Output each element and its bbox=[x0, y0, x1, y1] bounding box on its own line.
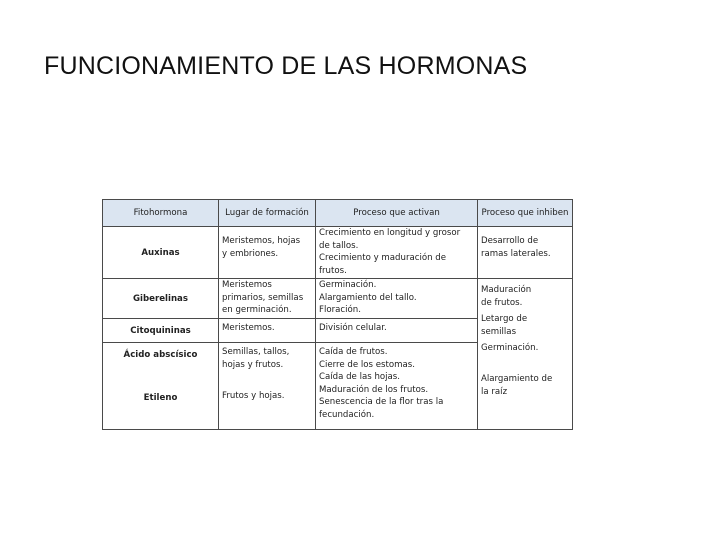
header-activan: Proceso que activan bbox=[316, 200, 478, 227]
table-row bbox=[103, 227, 573, 279]
hormone-table bbox=[102, 199, 573, 430]
cell-line: Maduración bbox=[481, 285, 532, 295]
cell-line: de tallos. bbox=[319, 240, 359, 251]
cell-line: Semillas, tallos, bbox=[222, 347, 290, 357]
table-row bbox=[103, 279, 573, 319]
cell-line: de frutos. bbox=[481, 297, 523, 308]
cell-line: Desarrollo de bbox=[481, 236, 539, 246]
cell-line: Caída de las hojas. bbox=[319, 372, 401, 383]
cell-line: Alargamiento de bbox=[481, 373, 553, 384]
cell-line: Meristemos. bbox=[222, 323, 275, 333]
inhibits-citoquininas bbox=[481, 313, 569, 338]
activates-cell bbox=[316, 227, 478, 279]
cell-line: la raíz bbox=[481, 386, 508, 397]
cell-line: Frutos y hojas. bbox=[222, 391, 285, 402]
cell-line: Alargamiento del tallo. bbox=[319, 292, 417, 303]
activates-cell bbox=[316, 279, 478, 319]
cell-line: Meristemos bbox=[222, 280, 272, 290]
cell-line: Crecimiento y maduración de bbox=[319, 253, 447, 264]
header-fitohormona: Fitohormona bbox=[103, 200, 219, 227]
inhibits-acido bbox=[481, 342, 569, 355]
hormone-cell-group bbox=[103, 343, 219, 430]
cell-line: Floración. bbox=[319, 305, 361, 316]
cell-line: Letargo de bbox=[481, 314, 528, 325]
hormone-name: Auxinas bbox=[103, 227, 219, 279]
inhibits-etileno bbox=[481, 373, 569, 398]
table-header-row bbox=[103, 200, 573, 227]
cell-line: Germinación. bbox=[481, 343, 539, 354]
cell-line: Maduración de los frutos. bbox=[319, 384, 429, 395]
slide-title: FUNCIONAMIENTO DE LAS HORMONAS bbox=[44, 52, 528, 80]
cell-line: primarios, semillas bbox=[222, 292, 304, 303]
activates-cell-group bbox=[316, 343, 478, 430]
hormone-name: Ácido abscísico bbox=[123, 350, 198, 360]
inhibits-giberelinas bbox=[481, 284, 569, 309]
cell-line: Meristemos, hojas bbox=[222, 236, 301, 246]
hormone-name: Citoquininas bbox=[103, 319, 219, 343]
place-cell bbox=[219, 279, 316, 319]
cell-line: División celular. bbox=[319, 323, 387, 333]
cell-line: Senescencia de la flor tras la bbox=[319, 397, 444, 408]
hormone-table-container bbox=[102, 199, 572, 428]
inhibits-cell-group bbox=[478, 279, 573, 430]
place-cell bbox=[219, 319, 316, 343]
cell-line: en germinación. bbox=[222, 305, 292, 316]
header-inhiben: Proceso que inhiben bbox=[478, 200, 573, 227]
cell-line: Crecimiento en longitud y grosor bbox=[319, 228, 461, 238]
cell-line: frutos. bbox=[319, 265, 347, 276]
activates-cell bbox=[316, 319, 478, 343]
place-cell-group bbox=[219, 343, 316, 430]
hormone-name: Giberelinas bbox=[103, 279, 219, 319]
cell-line: Germinación. bbox=[319, 280, 377, 290]
cell-line: hojas y frutos. bbox=[222, 359, 284, 370]
cell-line: fecundación. bbox=[319, 409, 375, 420]
header-lugar: Lugar de formación bbox=[219, 200, 316, 227]
cell-line: Caída de frutos. bbox=[319, 347, 388, 357]
place-cell bbox=[219, 227, 316, 279]
cell-line: Cierre de los estomas. bbox=[319, 359, 415, 370]
cell-line: semillas bbox=[481, 326, 517, 337]
hormone-name: Etileno bbox=[143, 392, 178, 403]
inhibits-cell bbox=[478, 227, 573, 279]
cell-line: y embriones. bbox=[222, 248, 279, 259]
cell-line: ramas laterales. bbox=[481, 248, 551, 259]
